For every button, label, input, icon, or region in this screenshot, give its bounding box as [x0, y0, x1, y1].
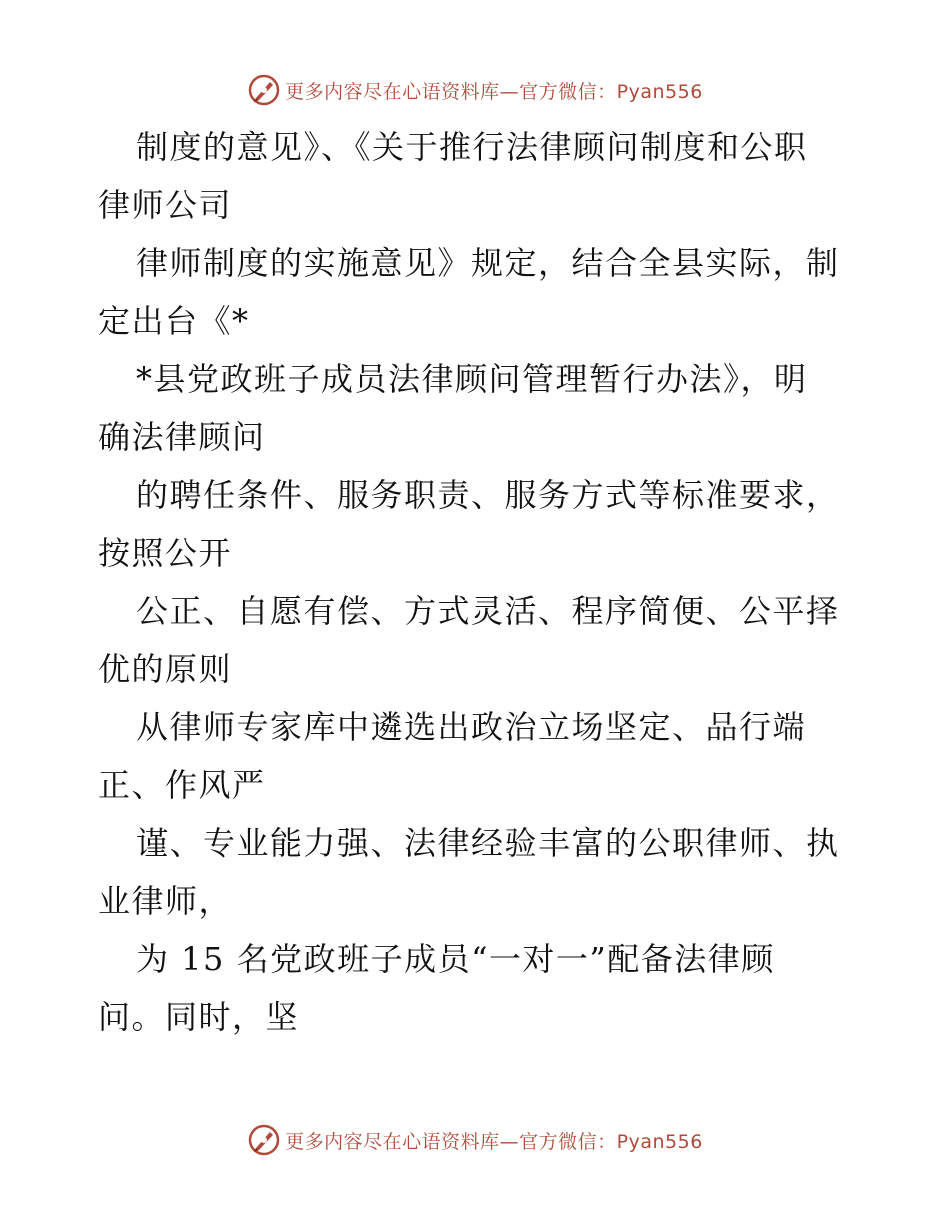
body-line-15: 为 15 名党政班子成员“一对一”配备法律顾 [136, 940, 775, 978]
header-watermark [0, 70, 950, 110]
body-line-6: 确法律顾问 [98, 418, 266, 456]
body-line-16: 问。同时，坚 [98, 998, 300, 1036]
body-line-8: 按照公开 [98, 534, 233, 572]
body-line-5: *县党政班子成员法律顾问管理暂行办法》，明 [136, 360, 808, 398]
body-line-3: 律师制度的实施意见》规定，结合全县实际，制 [136, 244, 840, 282]
header-contact-text: —官方微信：Pyan556 [499, 80, 703, 103]
body-line-7: 的聘任条件、服务职责、服务方式等标准要求， [136, 476, 840, 514]
footer-brand-text: 更多内容尽在心语资料库 [285, 1130, 500, 1153]
pen-seal-logo-icon [247, 73, 281, 107]
pen-seal-logo-icon [247, 1123, 281, 1157]
body-line-1: 制度的意见》、《关于推行法律顾问制度和公职 [136, 128, 808, 166]
footer-contact-text: —官方微信：Pyan556 [499, 1130, 703, 1153]
body-line-2: 律师公司 [98, 186, 233, 224]
body-line-13: 谨、专业能力强、法律经验丰富的公职律师、执 [136, 824, 840, 862]
body-line-9: 公正、自愿有偿、方式灵活、程序简便、公平择 [136, 592, 840, 630]
footer-watermark [0, 1120, 950, 1160]
body-line-10: 优的原则 [98, 650, 233, 688]
body-line-14: 业律师， [98, 882, 233, 920]
body-line-11: 从律师专家库中遴选出政治立场坚定、品行端 [136, 708, 807, 746]
header-brand-text: 更多内容尽在心语资料库 [285, 80, 500, 103]
body-line-12: 正、作风严 [98, 766, 266, 804]
document-body [98, 118, 878, 1046]
body-line-4: 定出台《* [98, 302, 250, 340]
